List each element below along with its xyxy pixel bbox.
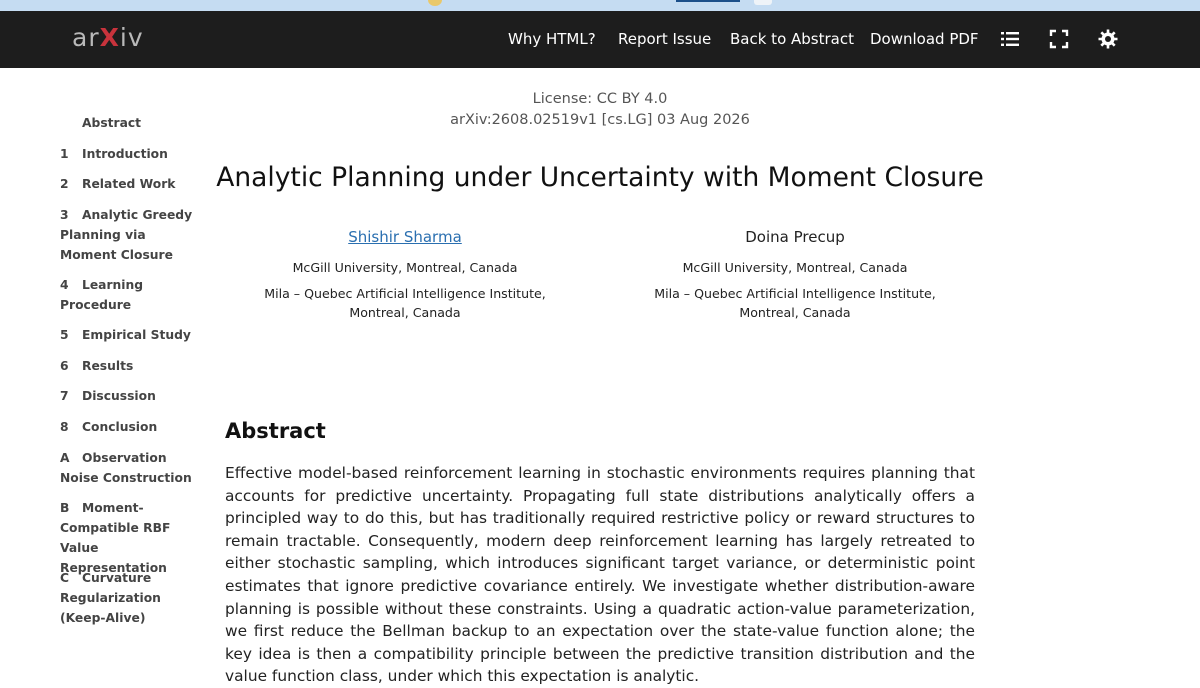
toc-item-appendix-b[interactable]: B Moment-Compatible RBF Value Representation	[60, 501, 171, 575]
list-icon[interactable]	[999, 28, 1021, 50]
toc-item-learning-procedure[interactable]: 4 Learning Procedure	[60, 278, 144, 312]
abstract-heading: Abstract	[225, 419, 326, 443]
arxiv-logo[interactable]: arXiv	[72, 23, 144, 52]
toc-item-appendix-c[interactable]: C Curvature Regularization (Keep-Alive)	[60, 571, 161, 625]
why-html-link[interactable]: Why HTML?	[508, 30, 596, 48]
fullscreen-icon[interactable]	[1048, 28, 1070, 50]
author-affiliation: Mila – Quebec Artificial Intelligence Institute, Montreal, Canada	[264, 286, 546, 320]
toc-item-abstract[interactable]: Abstract	[82, 116, 142, 130]
toc-item-introduction[interactable]: 1 Introduction	[60, 147, 168, 161]
banner-close-button[interactable]	[754, 0, 772, 5]
banner-link[interactable]	[676, 0, 740, 2]
arxiv-id-text: arXiv:2608.02519v1 [cs.LG] 03 Aug 2026	[450, 112, 750, 128]
toc-item-analytic-greedy-planning[interactable]: 3 Analytic Greedy Planning via Moment Closure	[60, 208, 193, 262]
theme-toggle-icon[interactable]	[1097, 28, 1119, 50]
toc-item-conclusion[interactable]: 8 Conclusion	[60, 420, 158, 434]
author-affiliation: McGill University, Montreal, Canada	[682, 260, 908, 275]
author-name	[235, 228, 575, 246]
author-name: Doina Precup	[745, 228, 845, 246]
download-pdf-link[interactable]: Download PDF	[870, 30, 979, 48]
toc-item-appendix-a[interactable]: A Observation Noise Construction	[60, 451, 192, 485]
toc-item-discussion[interactable]: 7 Discussion	[60, 389, 156, 403]
toc-item-results[interactable]: 6 Results	[60, 359, 134, 373]
abstract-text: Effective model-based reinforcement learning in stochastic environments requires planning that accounts for predictive uncertainty. Propagating full state distributions analytically offers a principled way to do this, but has traditionally required restrictive policy or reward structures to remain tractable. Consequently, modern deep reinforcement learning has largely retreated to either stochastic sampling, which introduces significant target variance, or deterministic point estimates that ignore predictive covariance entirely. We investigate whether distribution-aware planning is possible without these constraints. Using a quadratic action-value parameterization, we first reduce the Bellman backup to an expectation over the state-value function alone; the key idea is then a compatibility principle between the predictive transition distribution and the value function class, under which this expectation is analytic.	[225, 464, 975, 686]
report-issue-link[interactable]: Report Issue	[618, 30, 712, 48]
info-banner	[0, 0, 1200, 11]
license-text: License: CC BY 4.0	[532, 91, 668, 107]
navbar	[0, 11, 1200, 68]
banner-emoji-icon	[428, 0, 442, 6]
author-affiliation: McGill University, Montreal, Canada	[292, 260, 518, 275]
back-to-abstract-link[interactable]: Back to Abstract	[730, 30, 854, 48]
author-link[interactable]: Shishir Sharma	[348, 228, 462, 246]
toc-item-empirical-study[interactable]: 5 Empirical Study	[60, 328, 191, 342]
author-affiliation: Mila – Quebec Artificial Intelligence Institute, Montreal, Canada	[654, 286, 936, 320]
paper-title: Analytic Planning under Uncertainty with Moment Closure	[216, 162, 984, 193]
toc-item-related-work[interactable]: 2 Related Work	[60, 177, 176, 191]
